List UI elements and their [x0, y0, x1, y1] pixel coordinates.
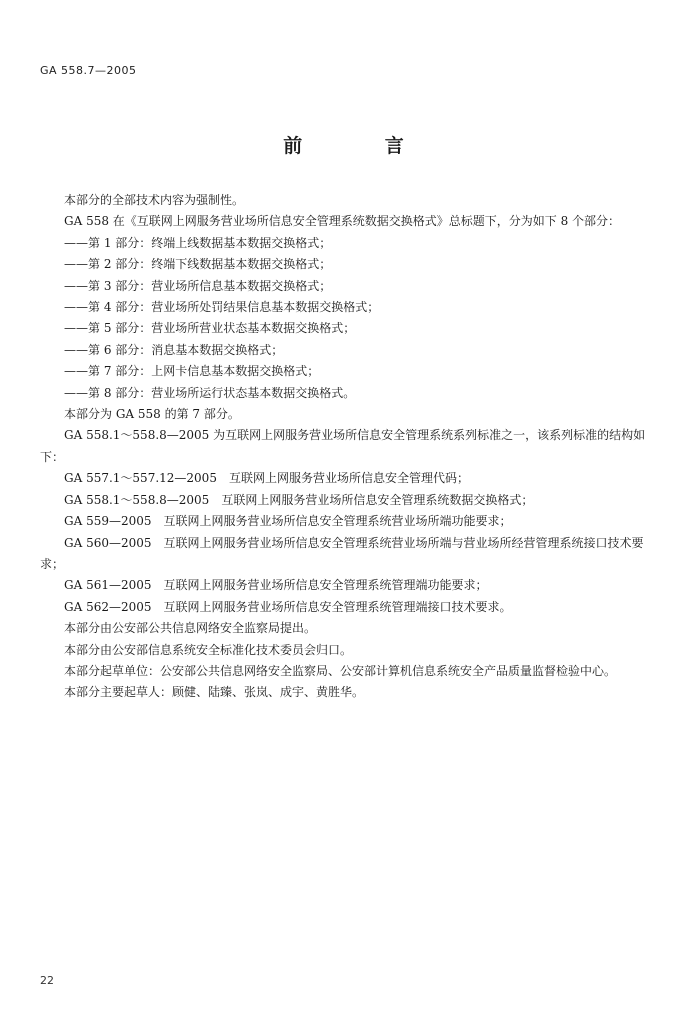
- list-item: GA 559—2005 互联网上网服务营业场所信息安全管理系统营业场所端功能要求；: [64, 514, 512, 529]
- list-item: ——第 8 部分：营业场所运行状态基本数据交换格式。: [64, 385, 356, 400]
- paragraph-drafters: 本部分主要起草人：顾健、陆臻、张岚、成宇、黄胜华。: [64, 685, 365, 700]
- list-item: GA 562—2005 互联网上网服务营业场所信息安全管理系统管理端接口技术要求。: [64, 599, 512, 614]
- paragraph-centralized: 本部分由公安部信息系统安全标准化技术委员会归口。: [64, 642, 353, 657]
- list-item: ——第 1 部分：终端上线数据基本数据交换格式；: [64, 235, 332, 250]
- list-item: GA 561—2005 互联网上网服务营业场所信息安全管理系统管理端功能要求；: [64, 578, 488, 593]
- paragraph-part-number: 本部分为 GA 558 的第 7 部分。: [64, 407, 240, 422]
- paragraph-mandatory: 本部分的全部技术内容为强制性。: [64, 193, 245, 207]
- list-item: ——第 2 部分：终端下线数据基本数据交换格式；: [64, 257, 332, 272]
- document-body: [40, 190, 647, 704]
- list-item: ——第 3 部分：营业场所信息基本数据交换格式；: [64, 278, 332, 293]
- series-standards-list: [40, 468, 647, 618]
- paragraph-series: GA 558.1～558.8—2005 为互联网上网服务营业场所信息安全管理系统系列标准之一，该系列标准的结构如下：: [40, 428, 646, 464]
- standard-code: GA 558.7—2005: [40, 64, 137, 77]
- list-item: GA 558.1～558.8—2005 互联网上网服务营业场所信息安全管理系统数据交换格式；: [64, 492, 534, 507]
- list-item: GA 557.1～557.12—2005 互联网上网服务营业场所信息安全管理代码；: [64, 471, 469, 486]
- list-item: ——第 4 部分：营业场所处罚结果信息基本数据交换格式；: [64, 300, 380, 315]
- list-item: GA 560—2005 互联网上网服务营业场所信息安全管理系统营业场所端与营业场所经营管理系统接口技术要求；: [40, 535, 644, 571]
- list-item: ——第 7 部分：上网卡信息基本数据交换格式；: [64, 364, 320, 379]
- list-item: ——第 5 部分：营业场所营业状态基本数据交换格式；: [64, 321, 356, 336]
- parts-list: [40, 233, 647, 404]
- list-item: ——第 6 部分：消息基本数据交换格式；: [64, 342, 284, 357]
- paragraph-structure-intro: GA 558 在《互联网上网服务营业场所信息安全管理系统数据交换格式》总标题下，分为如下 8 个部分：: [64, 214, 621, 229]
- paragraph-drafting-unit: 本部分起草单位：公安部公共信息网络安全监察局、公安部计算机信息系统安全产品质量监督检验中心。: [64, 663, 617, 678]
- page-number: 22: [40, 974, 54, 987]
- paragraph-proposer: 本部分由公安部公共信息网络安全监察局提出。: [64, 621, 317, 636]
- page-title: 前 言: [283, 135, 442, 157]
